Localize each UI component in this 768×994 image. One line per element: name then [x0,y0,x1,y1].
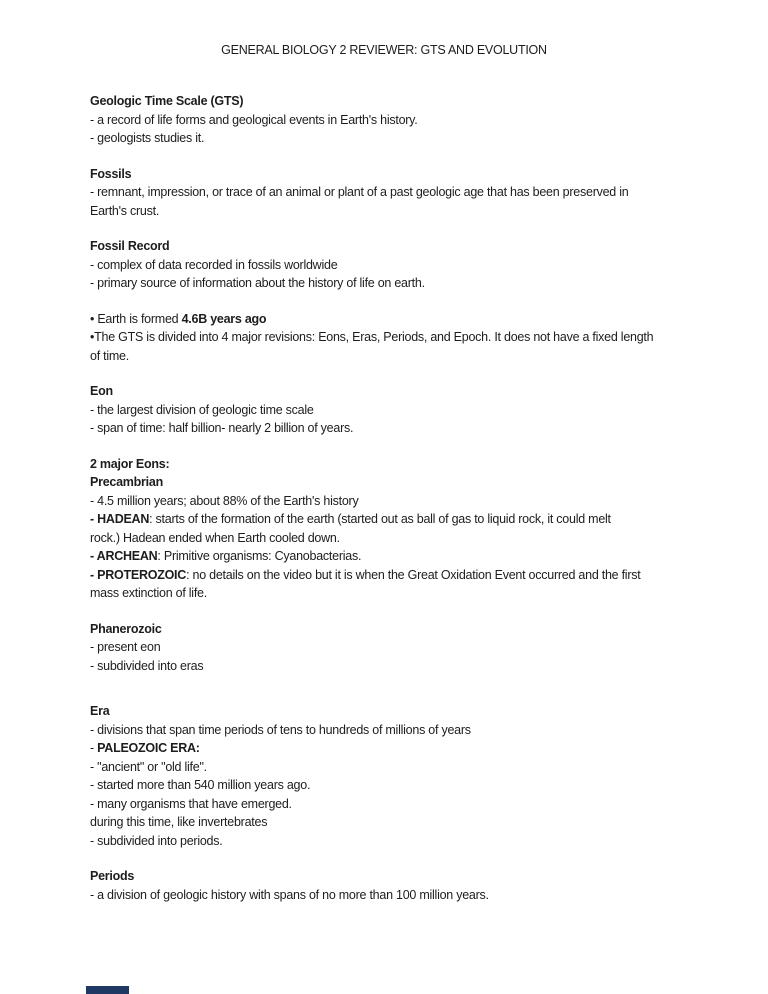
text-run: - a record of life forms and geological events in Earth's history. [90,112,418,127]
text-run: mass extinction of life. [90,586,207,600]
text-line [90,492,730,511]
text-run: - subdivided into periods. [90,833,223,848]
text-line [90,274,730,293]
text-run: - remnant, impression, or trace of an animal or plant of a past geologic age that has been preserved in [90,185,629,199]
paragraph-block [90,867,730,904]
text-line [90,702,730,721]
paragraph-block [90,620,730,676]
text-line [90,92,730,111]
paragraph-block [90,310,730,366]
text-run: - geologists studies it. [90,131,205,145]
bold-text-run: - ARCHEAN [90,549,158,563]
text-line [90,547,730,566]
document-title: GENERAL BIOLOGY 2 REVIEWER: GTS AND EVOLUTION [221,43,547,57]
bold-text-run: 4.6B years ago [181,311,267,326]
text-line [90,813,730,832]
text-run: : starts of the formation of the earth (started out as ball of gas to liquid rock, it could melt [149,512,611,526]
text-run: of time. [90,348,129,363]
text-line [90,202,730,221]
text-line [90,237,730,256]
text-run: •The GTS is divided into 4 major revisions: Eons, Eras, Periods, and Epoch. It does not have a fixed length [90,330,654,344]
text-line [90,382,730,401]
text-line [90,165,730,184]
document-body [90,92,730,904]
text-run: - "ancient" or "old life". [90,759,207,774]
text-run: : Primitive organisms: Cyanobacterias. [157,549,362,563]
text-line [90,401,730,420]
text-line [90,566,730,585]
paragraph-block [90,382,730,438]
text-line [90,510,730,529]
next-page-partial-element [86,986,129,994]
text-line [90,776,730,795]
text-line [90,638,730,657]
bold-text-run: 2 major Eons: [90,456,170,471]
bold-text-run: - PROTEROZOIC [90,567,187,582]
text-line [90,758,730,777]
text-line [90,111,730,130]
bold-text-run: Precambrian [90,475,163,489]
bold-text-run: Periods [90,869,135,883]
text-run: - divisions that span time periods of tens to hundreds of millions of years [90,722,471,737]
text-line [90,886,730,905]
text-run: - 4.5 million years; about 88% of the Earth's history [90,493,359,508]
bold-text-run: Geologic Time Scale (GTS) [90,94,244,108]
bold-text-run: - HADEAN [90,512,150,526]
paragraph-block [90,455,730,603]
text-run: : no details on the video but it is when the Great Oxidation Event occurred and the first [186,567,641,582]
text-line [90,183,730,202]
text-run: - complex of data recorded in fossils worldwide [90,257,338,272]
text-run: - span of time: half billion- nearly 2 billion of years. [90,421,354,435]
bold-text-run: Era [90,704,110,718]
text-run: - started more than 540 million years ago. [90,778,311,792]
text-line [90,620,730,639]
text-line [90,328,730,347]
text-run: - many organisms that have emerged. [90,796,292,811]
text-line [90,721,730,740]
text-line [90,129,730,148]
text-run: - present eon [90,640,161,654]
text-line [90,832,730,851]
text-line [90,310,730,329]
text-line [90,657,730,676]
paragraph-block [90,92,730,148]
text-line [90,256,730,275]
bold-text-run: Phanerozoic [90,621,162,636]
text-line [90,739,730,758]
text-run: - [90,741,98,755]
text-run: - primary source of information about the history of life on earth. [90,276,425,290]
text-line [90,529,730,548]
text-line [90,867,730,886]
bold-text-run: Eon [90,384,113,398]
paragraph-block [90,702,730,850]
text-line [90,455,730,474]
paragraph-block [90,165,730,221]
text-line [90,347,730,366]
bold-text-run: PALEOZOIC ERA: [97,741,200,755]
text-run: - subdivided into eras [90,658,204,673]
text-line [90,473,730,492]
text-run: - the largest division of geologic time scale [90,402,314,417]
text-line [90,419,730,438]
bold-text-run: Fossils [90,166,132,181]
paragraph-block [90,237,730,293]
text-line [90,584,730,603]
bold-text-run: Fossil Record [90,239,170,253]
text-run: • Earth is formed [90,311,182,326]
text-run: - a division of geologic history with spans of no more than 100 million years. [90,887,489,902]
text-line [90,795,730,814]
text-run: Earth's crust. [90,203,160,218]
text-run: during this time, like invertebrates [90,815,268,829]
text-run: rock.) Hadean ended when Earth cooled down. [90,530,340,545]
